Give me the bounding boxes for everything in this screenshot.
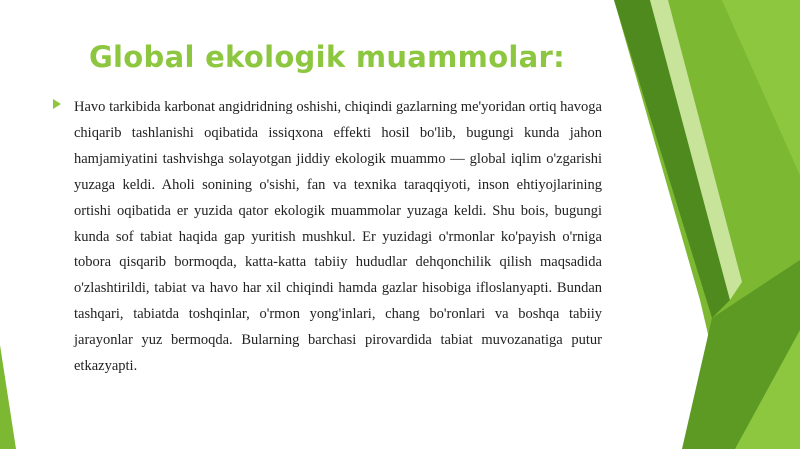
left-corner-shape [0, 345, 16, 449]
slide-title: Global ekologik muammolar: [88, 40, 566, 74]
bullet-arrow-icon [53, 99, 61, 109]
slide-body-text: Havo tarkibida karbonat angidridning oshishi, chiqindi gazlarning me'yoridan ortiq havoga chiqarib tashlanishi oqibatida issiqxona effekti hosil bo'lib, bugungi kunda jahon hamjamiyatini tashvishga solayotgan jiddiy ekologik muammo — global iqlim o'zgarishi yuzaga keldi. Aholi sonining o'sishi, fan va texnika taraqqiyoti, inson ehtiyojlarining ortishi oqibatida er yuzida qator ekologik muammolar yuzaga keldi. Shu bois, bugungi kunda sof tabiat haqida gap yuritish mushkul. Er yuzidagi o'rmonlar ko'payish o'rniga tobora qisqarib bormoqda, katta-katta tabiiy hududlar dehqonchilik qilish maqsadida o'zlashtirildi, tabiat va havo har xil chiqindi hamda gazlar hisobiga ifloslanyapti. Bundan tashqari, tabiatda toshqinlar, o'rmon yong'inlari, chang bo'ronlari va boshqa tabiiy jarayonlar yuz bermoqda. Bularning barchasi pirovardida tabiat muvozanatiga putur etkazyapti. [74, 99, 602, 375]
